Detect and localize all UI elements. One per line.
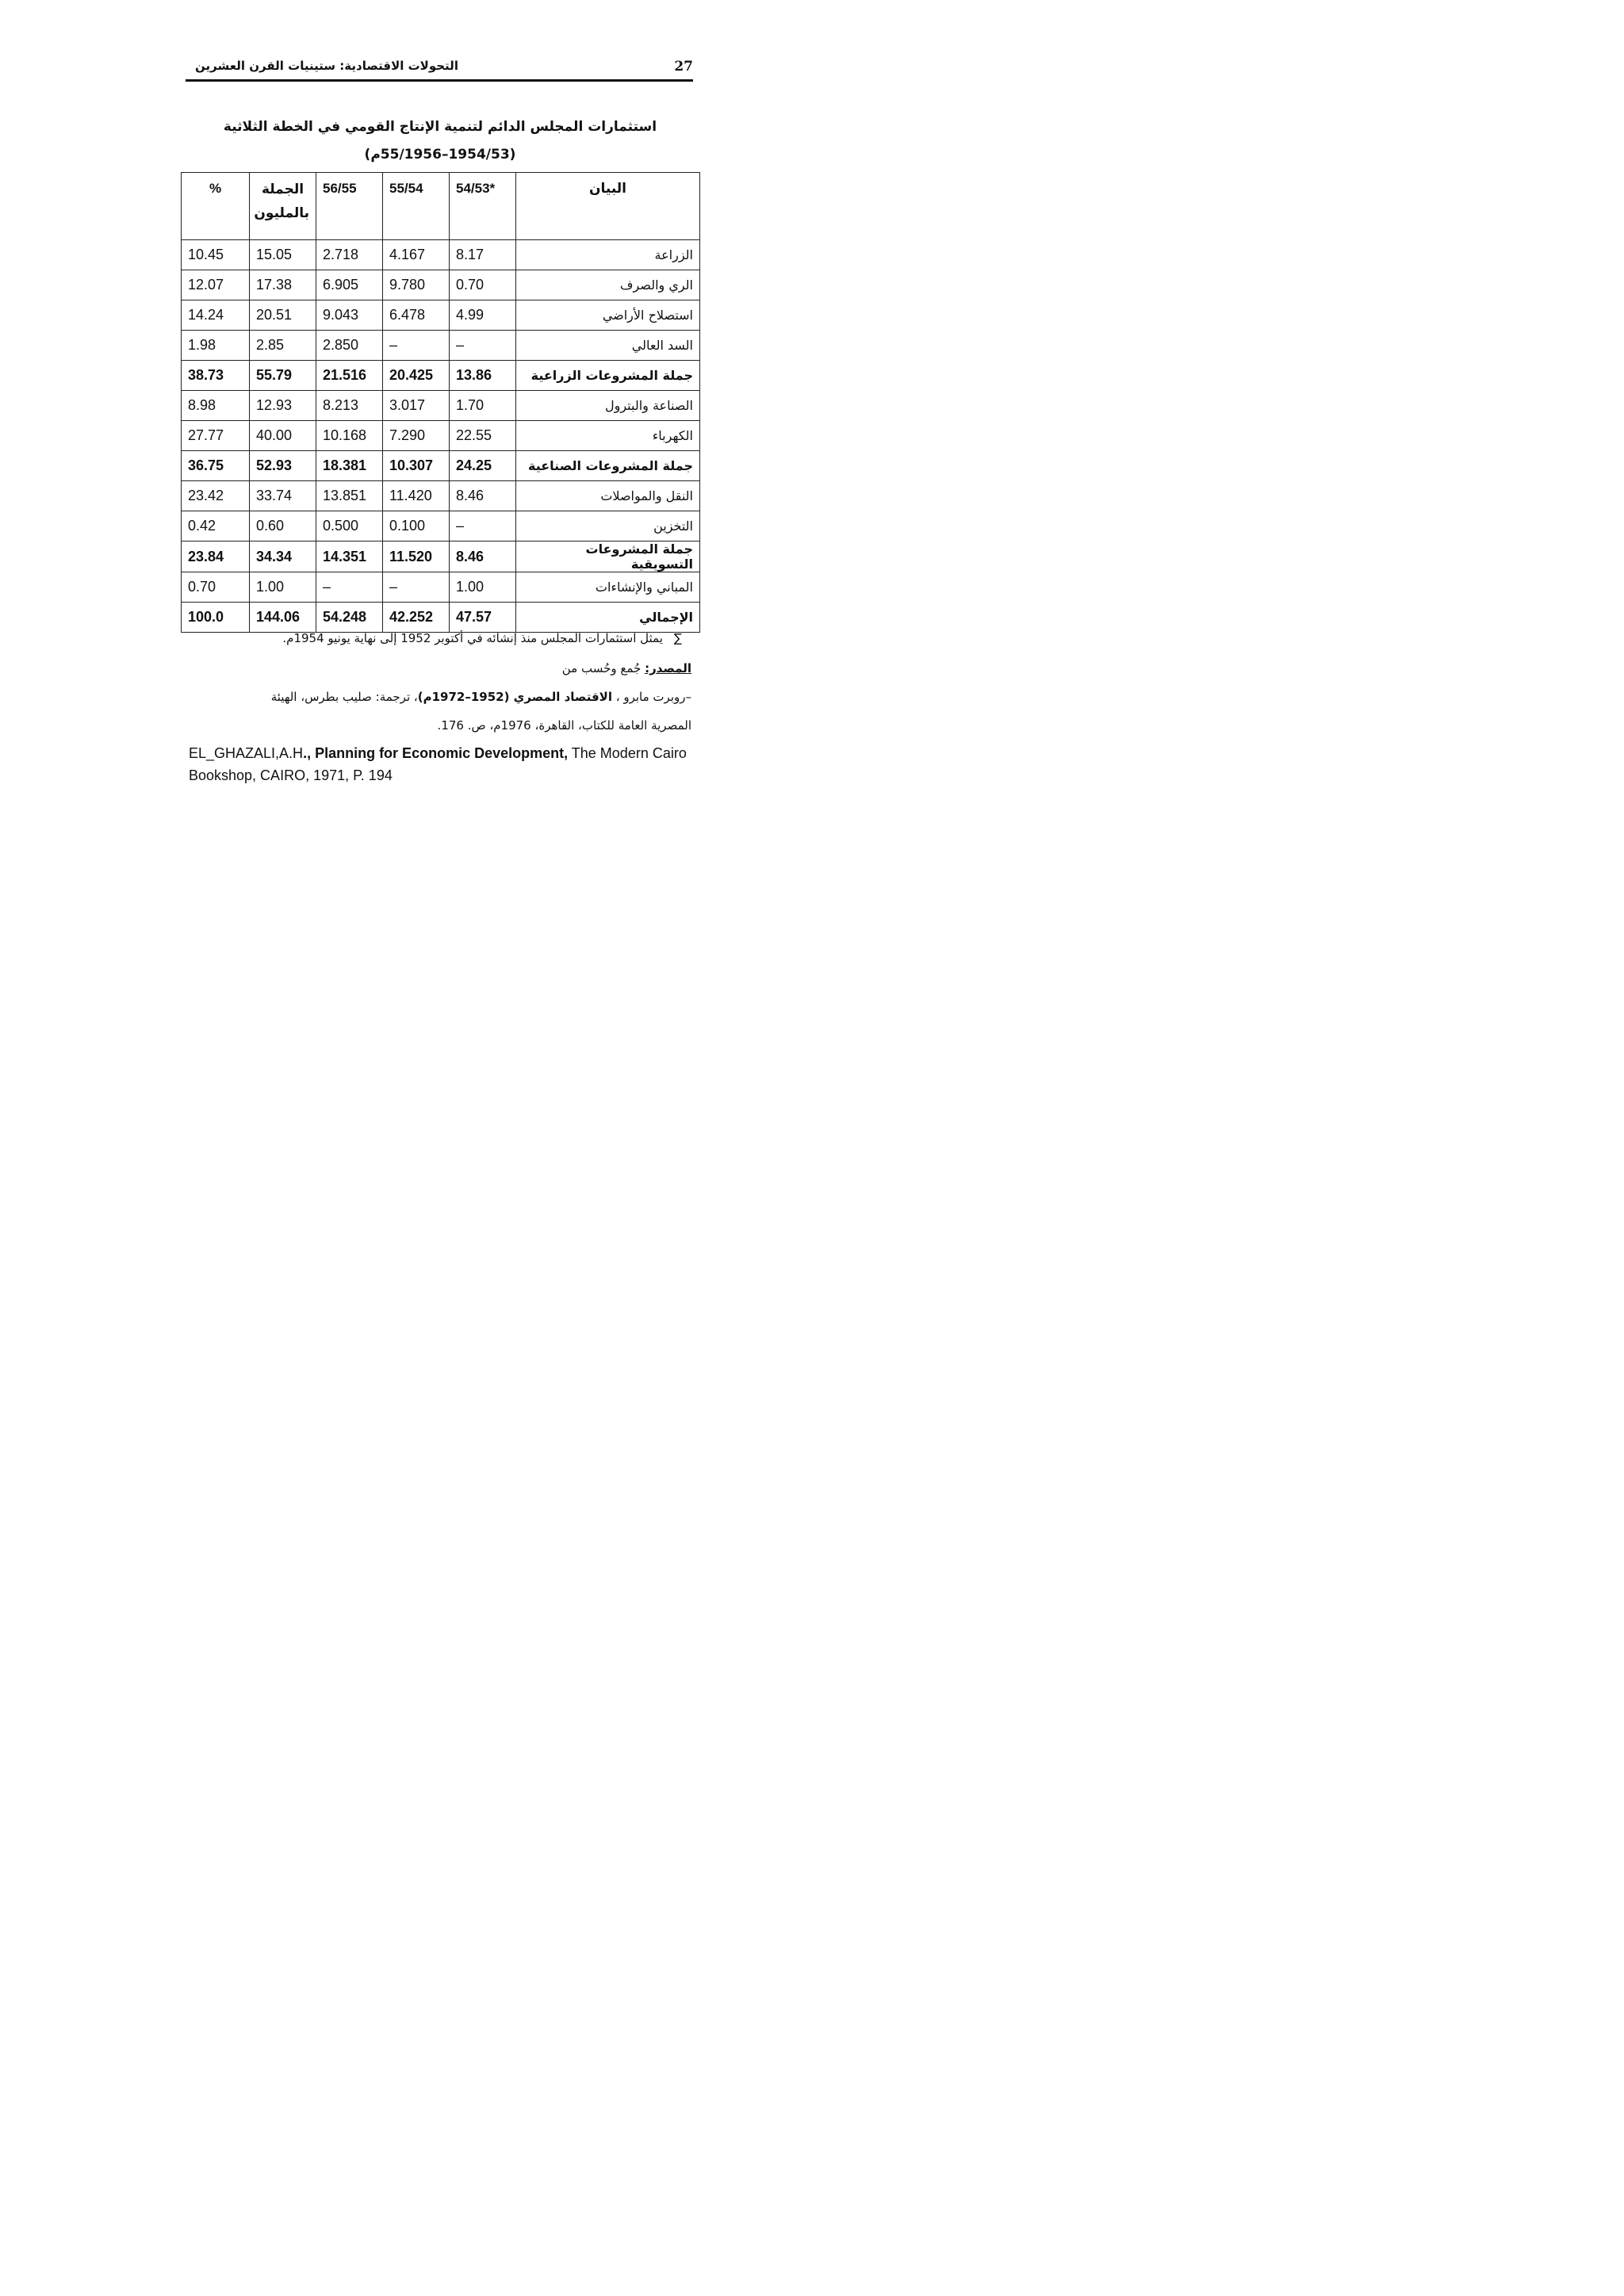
cell-year-54-55: 0.100 [383, 511, 450, 541]
cell-year-54-55: 20.425 [383, 361, 450, 391]
header-year-55-56: 56/55 [316, 173, 383, 240]
header-label: البيان [516, 173, 700, 240]
page-number: 27 [674, 59, 693, 75]
cell-percent: 100.0 [182, 603, 250, 633]
table-subtotal-row [182, 451, 700, 481]
header-total [250, 173, 316, 240]
cell-year-53-54: 1.00 [450, 572, 516, 603]
cell-percent: 23.84 [182, 541, 250, 572]
cell-year-53-54: 8.46 [450, 541, 516, 572]
cell-year-55-56: 54.248 [316, 603, 383, 633]
table-row [182, 391, 700, 421]
cell-label: الكهرباء [516, 421, 700, 451]
cell-year-55-56: 6.905 [316, 270, 383, 300]
table-subtotal-row [182, 361, 700, 391]
cell-year-55-56: 9.043 [316, 300, 383, 331]
cell-year-54-55: 11.420 [383, 481, 450, 511]
table-subtitle: (1954/53–55/1956م) [364, 147, 516, 163]
cell-total: 2.85 [250, 331, 316, 361]
footnote [187, 631, 691, 645]
source-line [187, 661, 691, 675]
cell-year-55-56: 21.516 [316, 361, 383, 391]
cell-percent: 14.24 [182, 300, 250, 331]
cell-year-55-56: – [316, 572, 383, 603]
cell-year-54-55: – [383, 331, 450, 361]
cell-total: 33.74 [250, 481, 316, 511]
cell-year-55-56: 18.381 [316, 451, 383, 481]
cell-total: 52.93 [250, 451, 316, 481]
cell-total: 144.06 [250, 603, 316, 633]
cell-percent: 36.75 [182, 451, 250, 481]
cell-year-53-54: 4.99 [450, 300, 516, 331]
cell-total: 15.05 [250, 240, 316, 270]
cell-total: 34.34 [250, 541, 316, 572]
cell-year-54-55: – [383, 572, 450, 603]
header-total-line1: الجملة [261, 182, 304, 197]
page-header [186, 57, 693, 82]
cell-year-55-56: 10.168 [316, 421, 383, 451]
cell-total: 20.51 [250, 300, 316, 331]
cell-total: 55.79 [250, 361, 316, 391]
table-row [182, 270, 700, 300]
cell-year-55-56: 8.213 [316, 391, 383, 421]
cell-label: السد العالي [516, 331, 700, 361]
reference-arabic-line1 [187, 690, 691, 704]
english-title: ., Planning for Economic Development, [303, 745, 569, 761]
cell-label: جملة المشروعات الصناعية [516, 451, 700, 481]
table-subtotal-row [182, 541, 700, 572]
cell-year-54-55: 3.017 [383, 391, 450, 421]
cell-year-54-55: 42.252 [383, 603, 450, 633]
source-text: جُمع وحُسب من [561, 661, 642, 675]
cell-label: الإجمالي [516, 603, 700, 633]
cell-percent: 8.98 [182, 391, 250, 421]
cell-year-53-54: 1.70 [450, 391, 516, 421]
investment-table [181, 172, 700, 633]
table-header-row [182, 173, 700, 240]
cell-year-53-54: 8.46 [450, 481, 516, 511]
header-year-54-55: 55/54 [383, 173, 450, 240]
reference-english [189, 742, 696, 786]
cell-label: استصلاح الأراضي [516, 300, 700, 331]
table-row [182, 481, 700, 511]
header-year-53-54: 54/53* [450, 173, 516, 240]
footnote-mark: ∑ [673, 631, 682, 645]
ref1-suffix: ، ترجمة: صليب بطرس، الهيئة [270, 690, 418, 704]
running-title: التحولات الاقتصادية: ستينيات القرن العشرين [195, 59, 458, 73]
table-row [182, 572, 700, 603]
cell-year-54-55: 9.780 [383, 270, 450, 300]
source-label: المصدر: [645, 661, 691, 675]
cell-year-53-54: 24.25 [450, 451, 516, 481]
cell-year-55-56: 13.851 [316, 481, 383, 511]
cell-percent: 23.42 [182, 481, 250, 511]
cell-label: الزراعة [516, 240, 700, 270]
table-row [182, 511, 700, 541]
cell-percent: 10.45 [182, 240, 250, 270]
cell-percent: 27.77 [182, 421, 250, 451]
cell-total: 40.00 [250, 421, 316, 451]
cell-year-55-56: 2.850 [316, 331, 383, 361]
cell-total: 17.38 [250, 270, 316, 300]
cell-label: الصناعة والبترول [516, 391, 700, 421]
cell-label: التخزين [516, 511, 700, 541]
english-author: EL_GHAZALI,A.H [189, 745, 304, 761]
cell-label: الري والصرف [516, 270, 700, 300]
cell-label: المباني والإنشاءات [516, 572, 700, 603]
cell-year-55-56: 2.718 [316, 240, 383, 270]
english-publisher: The Modern Cairo Bookshop, CAIRO, 1971, P. 194 [189, 745, 687, 783]
cell-label: جملة المشروعات التسويقية [516, 541, 700, 572]
cell-percent: 1.98 [182, 331, 250, 361]
table-row [182, 240, 700, 270]
cell-percent: 0.70 [182, 572, 250, 603]
cell-total: 1.00 [250, 572, 316, 603]
header-total-line2: بالمليون [254, 205, 309, 221]
ref1-book-title: الاقتصاد المصري (1952–1972م) [417, 690, 612, 704]
footnote-text: يمثل استثمارات المجلس منذ إنشائه في أكتوبر 1952 إلى نهاية يونيو 1954م. [282, 631, 663, 645]
ref1-prefix: –روبرت مابرو ، [615, 690, 691, 704]
cell-year-53-54: 47.57 [450, 603, 516, 633]
reference-arabic-line2: المصرية العامة للكتاب، القاهرة، 1976م، ص. 176. [437, 718, 691, 733]
cell-year-53-54: 0.70 [450, 270, 516, 300]
cell-year-53-54: 8.17 [450, 240, 516, 270]
cell-year-54-55: 4.167 [383, 240, 450, 270]
cell-year-53-54: 22.55 [450, 421, 516, 451]
cell-year-55-56: 0.500 [316, 511, 383, 541]
cell-percent: 12.07 [182, 270, 250, 300]
table-row [182, 331, 700, 361]
cell-year-54-55: 11.520 [383, 541, 450, 572]
table-row [182, 421, 700, 451]
cell-label: النقل والمواصلات [516, 481, 700, 511]
header-percent: % [182, 173, 250, 240]
cell-total: 0.60 [250, 511, 316, 541]
cell-year-54-55: 6.478 [383, 300, 450, 331]
cell-percent: 0.42 [182, 511, 250, 541]
cell-percent: 38.73 [182, 361, 250, 391]
cell-year-54-55: 10.307 [383, 451, 450, 481]
table-subtotal-row [182, 603, 700, 633]
cell-year-53-54: – [450, 331, 516, 361]
table-title: استثمارات المجلس الدائم لتنمية الإنتاج القومي في الخطة الثلاثية [223, 119, 657, 135]
cell-total: 12.93 [250, 391, 316, 421]
cell-year-54-55: 7.290 [383, 421, 450, 451]
cell-year-53-54: – [450, 511, 516, 541]
cell-year-55-56: 14.351 [316, 541, 383, 572]
cell-year-53-54: 13.86 [450, 361, 516, 391]
cell-label: جملة المشروعات الزراعية [516, 361, 700, 391]
table-row [182, 300, 700, 331]
